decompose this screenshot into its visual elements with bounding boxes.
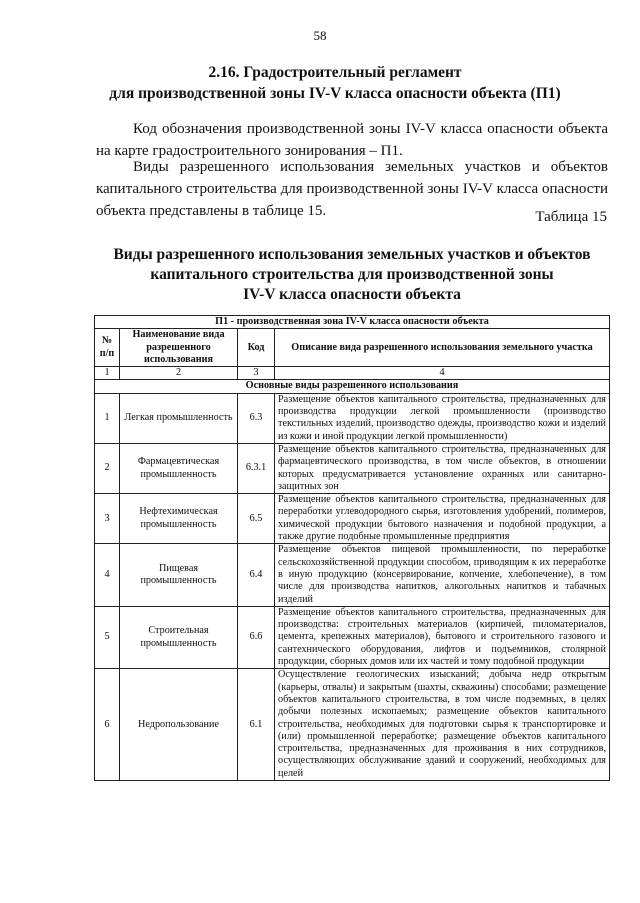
table-row (95, 494, 610, 544)
col-number-1: 1 (95, 367, 120, 380)
table-row (95, 669, 610, 781)
row-desc: Размещение объектов капитального строительства, предназначенных для фармацевтического производства, в том числе объектов, в отношении которых предусматривается установление охранных или санитарно-защитных зон (275, 443, 610, 493)
page-number: 58 (313, 28, 327, 43)
col-number-3: 3 (238, 367, 275, 380)
row-name: Нефтехимическая промышленность (120, 494, 238, 544)
row-num: 5 (95, 606, 120, 668)
col-number-4: 4 (275, 367, 610, 380)
section-header-row (95, 380, 610, 393)
row-desc: Размещение объектов капитального строительства, предназначенных для производства продукции легкой промышленности (производство текстильных изделий, производство одежды, производство кожи и изделий из кожи и иной продукции легкой промышленности) (275, 393, 610, 443)
header-code: Код (238, 329, 275, 367)
paragraph-table-intro: Виды разрешенного использования земельных участков и объектов капитального строительства для производственной зоны IV-V класса опасности объекта представлены в таблице 15. (96, 159, 608, 219)
header-desc: Описание вида разрешенного использования земельного участка (275, 329, 610, 367)
row-desc: Размещение объектов капитального строительства, предназначенных для производства: строительных материалов (кирпичей, пиломатериалов, цемента, крепежных материалов), бытового и строительного газового и сантехнического оборудования, лифтов и подъемников, столярной продукции, сборных домов или их частей и тому подобной продукции (275, 606, 610, 668)
table-label: Таблица 15 (535, 209, 607, 225)
row-code: 6.1 (238, 669, 275, 781)
zone-header-cell: П1 - производственная зона IV-V класса опасности объекта (95, 316, 610, 329)
row-num: 3 (95, 494, 120, 544)
table-row (95, 393, 610, 443)
table-title-line1: Виды разрешенного использования земельных участков и объектов (113, 246, 591, 263)
row-code: 6.5 (238, 494, 275, 544)
row-desc: Осуществление геологических изысканий; добыча недр открытым (карьеры, отвалы) и закрытым (шахты, скважины) способами; размещение объектов капитального строительства, в том числе подземных, в целях добычи полезных ископаемых; размещение объектов капитального строительства, необходимых для подготовки сырья к транспортировке и (или) промышленной переработке; размещение объектов капитального строительства, предназначенных для проживания в них сотрудников, осуществляющих обслуживание зданий и сооружений, необходимых для целей (275, 669, 610, 781)
paragraph-zone-code: Код обозначения производственной зоны IV-V класса опасности объекта на карте градостроительного зонирования – П1. (96, 121, 608, 159)
row-name: Легкая промышленность (120, 393, 238, 443)
column-number-row (95, 367, 610, 380)
table-title-line2: капитального строительства для производственной зоны (150, 266, 554, 283)
header-num: № п/п (95, 329, 120, 367)
section-title (60, 62, 610, 104)
land-use-table (94, 315, 610, 781)
row-desc: Размещение объектов капитального строительства, предназначенных для переработки углеводородного сырья, изготовления удобрений, полимеров, химической продукции бытового назначения и подобной продукции, а также другие подобные промышленные предприятия (275, 494, 610, 544)
row-code: 6.3 (238, 393, 275, 443)
row-desc: Размещение объектов пищевой промышленности, по переработке сельскохозяйственной продукции способом, приводящим к их переработке в иную продукцию (консервирование, копчение, хлебопечение), в том числе для производства напитков, алкогольных напитков и табачных изделий (275, 544, 610, 606)
row-name: Недропользование (120, 669, 238, 781)
table-title (96, 245, 608, 305)
row-num: 2 (95, 443, 120, 493)
table-title-line3: IV-V класса опасности объекта (243, 286, 461, 303)
section-title-line2: для производственной зоны IV-V класса опасности объекта (П1) (109, 85, 561, 102)
zone-header-row (95, 316, 610, 329)
table-row (95, 606, 610, 668)
table-row (95, 544, 610, 606)
section-title-line1: 2.16. Градостроительный регламент (208, 64, 462, 81)
header-name: Наименование вида разрешенного использования (120, 329, 238, 367)
row-name: Строительная промышленность (120, 606, 238, 668)
row-code: 6.6 (238, 606, 275, 668)
row-code: 6.4 (238, 544, 275, 606)
section-header-cell: Основные виды разрешенного использования (95, 380, 610, 393)
table-row (95, 443, 610, 493)
row-name: Фармацевтическая промышленность (120, 443, 238, 493)
row-num: 6 (95, 669, 120, 781)
row-name: Пищевая промышленность (120, 544, 238, 606)
row-code: 6.3.1 (238, 443, 275, 493)
row-num: 4 (95, 544, 120, 606)
column-header-row (95, 329, 610, 367)
row-num: 1 (95, 393, 120, 443)
col-number-2: 2 (120, 367, 238, 380)
